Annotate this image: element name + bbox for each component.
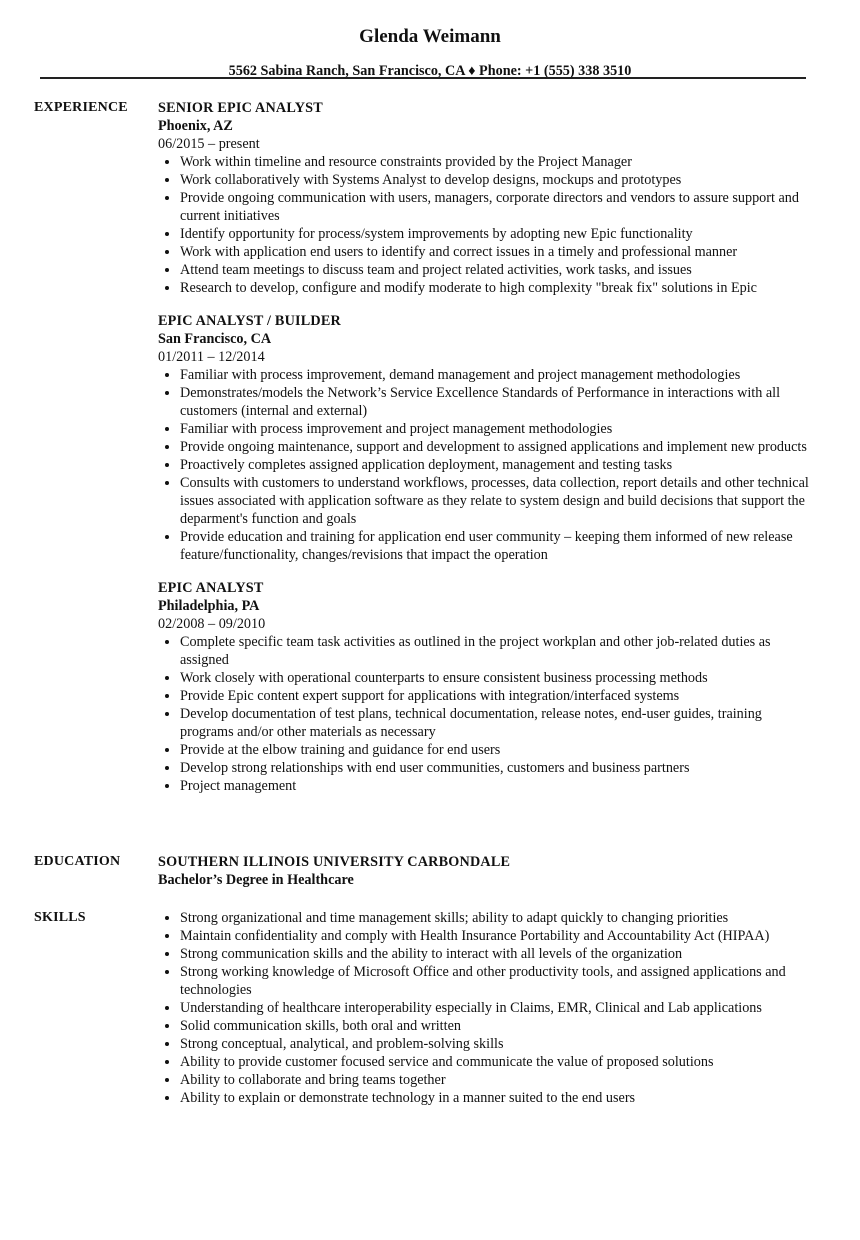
skills-bullets (158, 909, 814, 1107)
bullet-item: • Work collaboratively with Systems Analyst to develop designs, mockups and prototypes (180, 171, 814, 189)
bullet-item: • Work closely with operational counterparts to ensure consistent business processing methods (180, 669, 814, 687)
job-location: Phoenix, AZ (158, 118, 233, 134)
education-entry (158, 853, 814, 889)
job-bullets (158, 633, 814, 795)
bullet-item: • Work within timeline and resource constraints provided by the Project Manager (180, 153, 814, 171)
bullet-item: • Research to develop, configure and modify moderate to high complexity "break fix" solutions in Epic (180, 279, 814, 297)
skill-item: • Strong organizational and time management skills; ability to adapt quickly to changing priorities (180, 909, 814, 927)
bullet-item: • Develop strong relationships with end user communities, customers and business partners (180, 759, 814, 777)
skill-item: • Solid communication skills, both oral and written (180, 1017, 814, 1035)
bullet-item: • Complete specific team task activities as outlined in the project workplan and other job-related duties as assigned (180, 633, 814, 669)
bullet-item: • Attend team meetings to discuss team and project related activities, work tasks, and issues (180, 261, 814, 279)
job-dates: 06/2015 – present (158, 136, 260, 152)
degree-name: Bachelor’s Degree in Healthcare (158, 872, 354, 888)
bullet-item: • Proactively completes assigned application deployment, management and testing tasks (180, 456, 814, 474)
job-location: Philadelphia, PA (158, 598, 260, 614)
skill-item: • Strong communication skills and the ability to interact with all levels of the organization (180, 945, 814, 963)
header-divider (40, 77, 806, 79)
job-entry (158, 312, 814, 564)
job-dates: 01/2011 – 12/2014 (158, 349, 265, 365)
job-bullets (158, 366, 814, 564)
job-dates: 02/2008 – 09/2010 (158, 616, 266, 632)
job-bullets (158, 153, 814, 297)
bullet-item: • Familiar with process improvement and project management methodologies (180, 420, 814, 438)
skill-item: • Strong working knowledge of Microsoft Office and other productivity tools, and assigned applications and technologies (180, 963, 814, 999)
bullet-item: • Demonstrates/models the Network’s Service Excellence Standards of Performance in interactions with all customers (internal and external) (180, 384, 814, 420)
bullet-item: • Identify opportunity for process/system improvements by adopting new Epic functionality (180, 225, 814, 243)
bullet-item: • Work with application end users to identify and correct issues in a timely and professional manner (180, 243, 814, 261)
bullet-item: • Provide ongoing maintenance, support and development to assigned applications and implement new products (180, 438, 814, 456)
skill-item: • Ability to collaborate and bring teams together (180, 1071, 814, 1089)
candidate-name: Glenda Weimann (359, 26, 501, 47)
skill-item: • Ability to explain or demonstrate technology in a manner suited to the end users (180, 1089, 814, 1107)
school-name: SOUTHERN ILLINOIS UNIVERSITY CARBONDALE (158, 854, 511, 870)
skill-item: • Maintain confidentiality and comply with Health Insurance Portability and Accountability Act (HIPAA) (180, 927, 814, 945)
skill-item: • Ability to provide customer focused service and communicate the value of proposed solutions (180, 1053, 814, 1071)
bullet-item: • Provide ongoing communication with users, managers, corporate directors and vendors to assure support and current initiatives (180, 189, 814, 225)
job-entry (158, 579, 814, 795)
job-title: EPIC ANALYST (158, 580, 264, 596)
bullet-item: • Provide at the elbow training and guidance for end users (180, 741, 814, 759)
experience-list (158, 99, 814, 810)
bullet-item: • Provide education and training for application end user community – keeping them informed of new release feature/functionality, changes/revisions that impact the operation (180, 528, 814, 564)
bullet-item: • Consults with customers to understand workflows, processes, data collection, report details and other technical issues associated with application software as they relate to system design and build decisions that support the deparment's function and goals (180, 474, 814, 528)
resume-header (0, 0, 860, 80)
skills-list (158, 909, 814, 1107)
bullet-item: • Develop documentation of test plans, technical documentation, release notes, end-user guides, training programs and/or other materials as necessary (180, 705, 814, 741)
bullet-item: • Project management (180, 777, 814, 795)
skills-heading: SKILLS (34, 910, 86, 925)
job-title: SENIOR EPIC ANALYST (158, 100, 323, 116)
skill-item: • Strong conceptual, analytical, and problem-solving skills (180, 1035, 814, 1053)
job-location: San Francisco, CA (158, 331, 272, 347)
contact-line: 5562 Sabina Ranch, San Francisco, CA ♦ Phone: +1 (555) 338 3510 (228, 63, 632, 79)
job-entry (158, 99, 814, 297)
job-title: EPIC ANALYST / BUILDER (158, 313, 341, 329)
skill-item: • Understanding of healthcare interoperability especially in Claims, EMR, Clinical and Lab applications (180, 999, 814, 1017)
education-heading: EDUCATION (34, 854, 121, 869)
bullet-item: • Familiar with process improvement, demand management and project management methodologies (180, 366, 814, 384)
experience-heading: EXPERIENCE (34, 100, 128, 115)
bullet-item: • Provide Epic content expert support for applications with integration/interfaced systems (180, 687, 814, 705)
